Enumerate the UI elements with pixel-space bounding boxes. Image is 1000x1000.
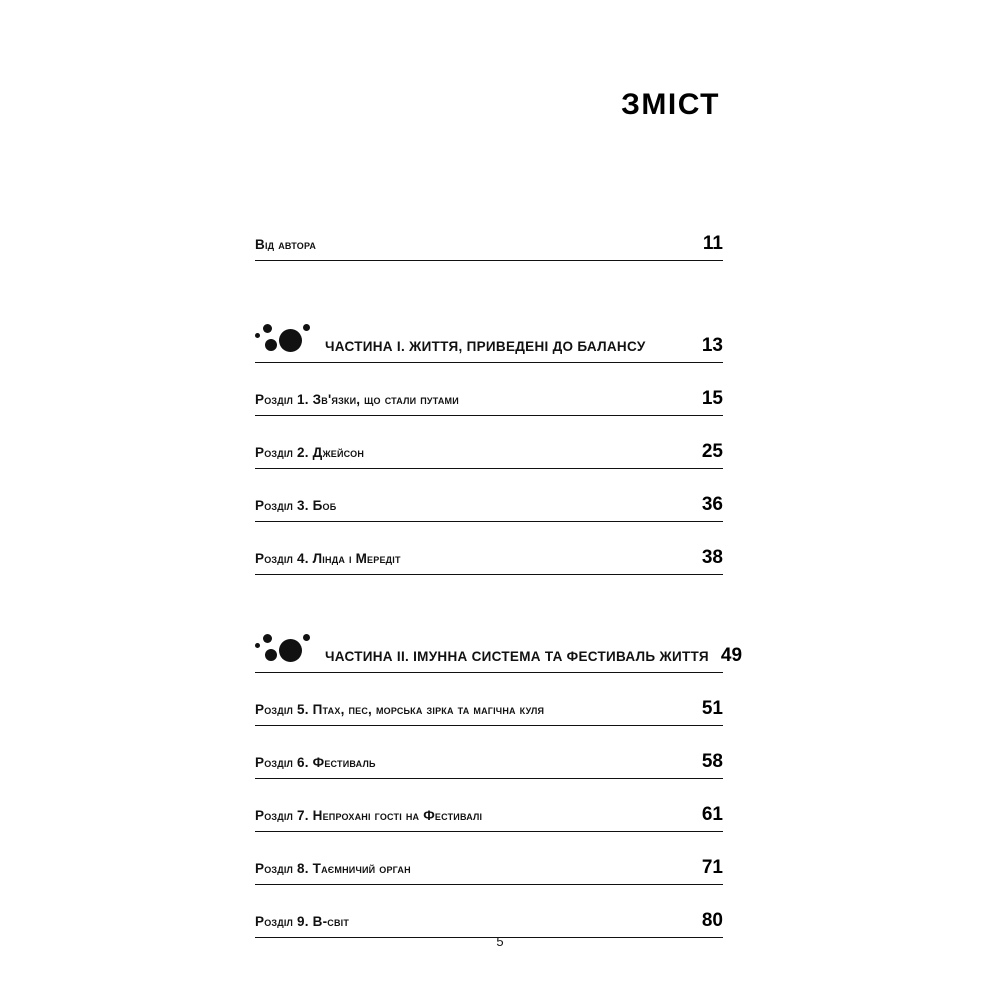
spacer xyxy=(255,575,723,617)
toc-entry-label: Розділ 1. Зв'язки, що стали путами xyxy=(255,392,459,408)
toc-part-label: ЧАСТИНА II. ІМУННА СИСТЕМА ТА ФЕСТИВАЛЬ ЖИТТЯ xyxy=(325,649,709,665)
toc-list xyxy=(255,208,743,938)
toc-entry-page: 25 xyxy=(701,441,723,462)
toc-entry-page: 38 xyxy=(701,547,723,568)
toc-part-page: 49 xyxy=(720,645,743,666)
toc-entry-label: Розділ 5. Птах, пес, морська зірка та магічна куля xyxy=(255,702,545,718)
toc-entry-label: Розділ 2. Джейсон xyxy=(255,445,365,461)
toc-entry-label: Розділ 6. Фестиваль xyxy=(255,755,376,771)
page-number: 5 xyxy=(496,934,504,949)
toc-entry-row[interactable] xyxy=(255,363,723,416)
toc-entry-row[interactable] xyxy=(255,469,723,522)
toc-part-label: ЧАСТИНА I. ЖИТТЯ, ПРИВЕДЕНІ ДО БАЛАНСУ xyxy=(325,339,646,355)
toc-entry-page: 71 xyxy=(701,857,723,878)
toc-entry-row[interactable] xyxy=(255,416,723,469)
toc-entry-row[interactable] xyxy=(255,832,723,885)
toc-entry-row[interactable] xyxy=(255,726,723,779)
toc-entry-label: Розділ 7. Непрохані гості на Фестивалі xyxy=(255,808,483,824)
toc-entry-page: 11 xyxy=(702,233,723,254)
toc-entry-label: Розділ 8. Таємничий орган xyxy=(255,861,411,877)
toc-entry-row[interactable] xyxy=(255,885,723,938)
toc-part-row[interactable] xyxy=(255,307,723,363)
toc-entry-label: Від автора xyxy=(255,237,317,253)
toc-entry-page: 58 xyxy=(701,751,723,772)
toc-part-row[interactable] xyxy=(255,617,743,673)
spacer xyxy=(255,261,723,307)
toc-entry-page: 15 xyxy=(701,388,723,409)
toc-entry-row[interactable] xyxy=(255,208,723,261)
toc-entry-page: 80 xyxy=(701,910,723,931)
bubbles-icon xyxy=(255,321,317,355)
toc-entry-page: 51 xyxy=(701,698,723,719)
toc-entry-label: Розділ 4. Лінда і Мередіт xyxy=(255,551,401,567)
toc-entry-row[interactable] xyxy=(255,673,723,726)
page-title: ЗМІСТ xyxy=(621,88,720,121)
toc-entry-page: 36 xyxy=(701,494,723,515)
toc-part-content xyxy=(255,321,646,355)
toc-entry-label: Розділ 3. Боб xyxy=(255,498,337,514)
toc-entry-row[interactable] xyxy=(255,522,723,575)
toc-entry-label: Розділ 9. В-світ xyxy=(255,914,350,930)
toc-entry-page: 61 xyxy=(701,804,723,825)
toc-part-page: 13 xyxy=(701,335,723,356)
toc-part-content xyxy=(255,631,709,665)
bubbles-icon xyxy=(255,631,317,665)
toc-entry-row[interactable] xyxy=(255,779,723,832)
